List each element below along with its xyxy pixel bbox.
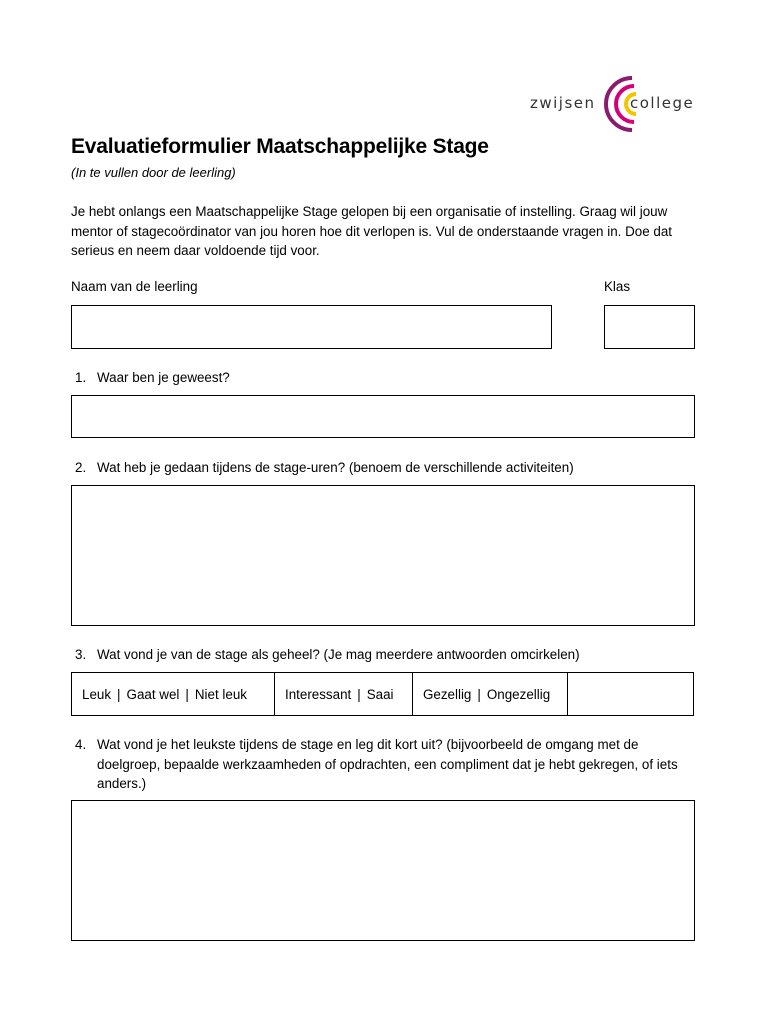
answer-field-4[interactable] bbox=[71, 800, 695, 941]
options-group-enjoyment bbox=[72, 673, 275, 716]
name-field[interactable] bbox=[71, 305, 552, 349]
option-niet-leuk[interactable]: Niet leuk bbox=[194, 686, 247, 702]
class-label: Klas bbox=[604, 279, 631, 294]
answer-field-2[interactable] bbox=[71, 485, 695, 626]
option-separator: | bbox=[357, 686, 361, 702]
question-number: 3. bbox=[75, 647, 87, 662]
option-gezellig[interactable]: Gezellig bbox=[423, 686, 472, 702]
logo-word-zwijsen: zwijsen bbox=[530, 94, 596, 112]
option-separator: | bbox=[185, 686, 189, 702]
options-group-interest bbox=[275, 673, 413, 716]
answer-field-1[interactable] bbox=[71, 395, 695, 438]
question-number: 4. bbox=[75, 737, 87, 752]
question-number: 2. bbox=[75, 460, 87, 475]
school-logo bbox=[528, 72, 703, 136]
question-number: 1. bbox=[75, 370, 87, 385]
option-gaat-wel[interactable]: Gaat wel bbox=[126, 686, 180, 702]
question-text: Waar ben je geweest? bbox=[97, 370, 230, 385]
option-saai[interactable]: Saai bbox=[366, 686, 394, 702]
options-group-atmosphere bbox=[413, 673, 568, 716]
option-separator: | bbox=[477, 686, 481, 702]
question-text: Wat vond je het leukste tijdens de stage en leg dit kort uit? (bijvoorbeeld de omgang met de doelgroep, bepaalde werkzaamheden of opdrachten, een compliment dat je hebt gekregen, of iets anders.) bbox=[97, 737, 678, 791]
option-ongezellig[interactable]: Ongezellig bbox=[486, 686, 551, 702]
logo-word-college: college bbox=[630, 94, 695, 112]
options-empty-cell[interactable] bbox=[568, 673, 694, 716]
intro-paragraph: Je hebt onlangs een Maatschappelijke Stage gelopen bij een organisatie of instelling. Graag wil jouw mentor of stagecoördinator van jou horen hoe dit verlopen is. Vul de onderstaande vragen in. Doe dat serieus en neem daar voldoende tijd voor. bbox=[71, 204, 672, 258]
page-title: Evaluatieformulier Maatschappelijke Stage bbox=[71, 135, 489, 158]
options-table bbox=[71, 672, 694, 716]
option-separator: | bbox=[117, 686, 121, 702]
name-label: Naam van de leerling bbox=[71, 279, 198, 294]
page-subtitle: (In te vullen door de leerling) bbox=[71, 165, 236, 180]
option-interessant[interactable]: Interessant bbox=[285, 686, 352, 702]
option-leuk[interactable]: Leuk bbox=[82, 686, 112, 702]
question-text: Wat heb je gedaan tijdens de stage-uren? (benoem de verschillende activiteiten) bbox=[97, 460, 574, 475]
class-field[interactable] bbox=[604, 305, 695, 349]
question-text: Wat vond je van de stage als geheel? (Je mag meerdere antwoorden omcirkelen) bbox=[97, 647, 580, 662]
